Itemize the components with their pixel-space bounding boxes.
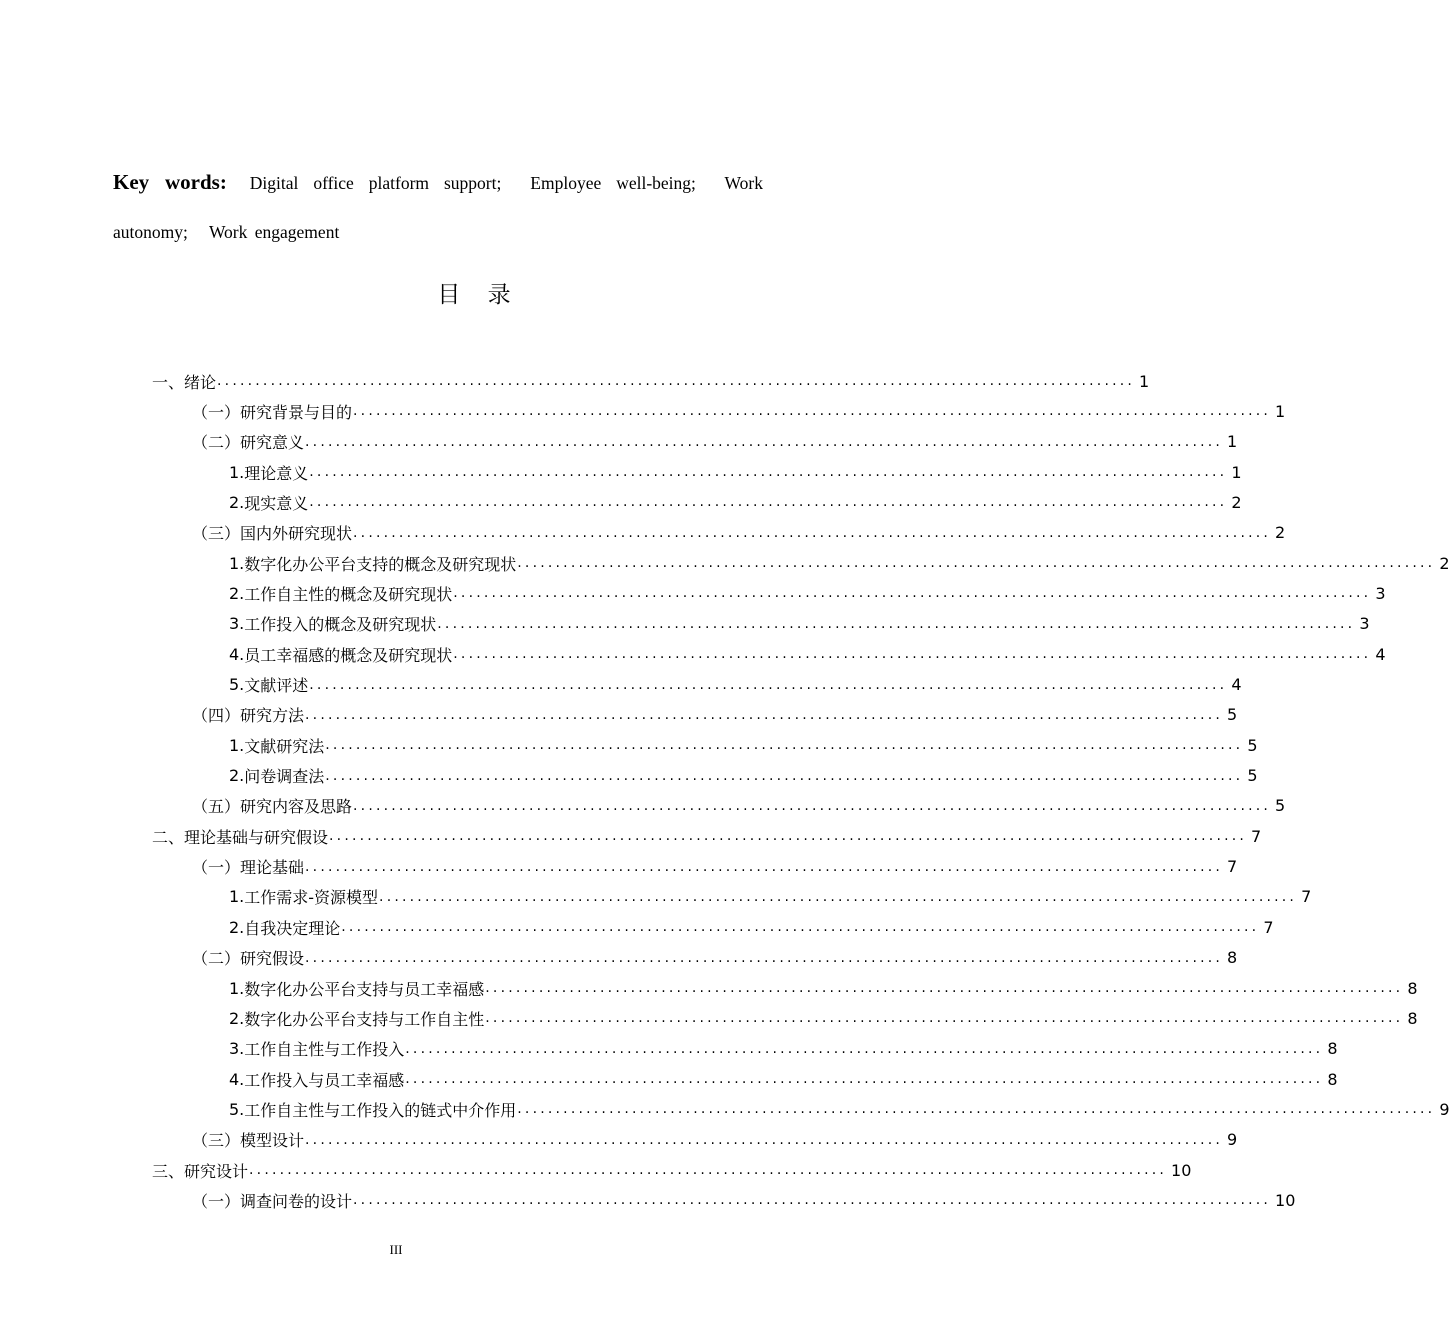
keyword-separator: ; bbox=[496, 172, 502, 193]
toc-entry-page: 5 bbox=[1247, 766, 1258, 786]
toc-entry[interactable] bbox=[229, 670, 1242, 700]
toc-dot-leader: ........................................................................................................................ bbox=[353, 797, 1272, 814]
toc-entry-page: 8 bbox=[1327, 1069, 1338, 1089]
toc-dot-leader: ........................................................................................................................ bbox=[453, 585, 1372, 602]
toc-dot-leader: ........................................................................................................................ bbox=[517, 555, 1436, 572]
toc-entry-page: 4 bbox=[1231, 675, 1242, 694]
toc-dot-leader: ........................................................................................................................ bbox=[517, 1101, 1436, 1118]
toc-entry-page: 5 bbox=[1227, 705, 1238, 725]
toc-dot-leader: ........................................................................................................................ bbox=[437, 615, 1356, 632]
toc-entry-page: 7 bbox=[1301, 887, 1312, 907]
toc-entry-title: （一）理论基础 bbox=[192, 858, 305, 878]
toc-entry[interactable] bbox=[229, 457, 1242, 487]
toc-dot-leader: ........................................................................................................................ bbox=[353, 524, 1272, 541]
toc-entry[interactable] bbox=[229, 1034, 1338, 1064]
toc-entry-number: 2. bbox=[229, 766, 245, 786]
toc-dot-leader: ........................................................................................................................ bbox=[405, 1040, 1324, 1057]
toc-entry-page: 2 bbox=[1439, 553, 1450, 573]
toc-entry-title: 自我决定理论 bbox=[244, 918, 341, 938]
toc-entry[interactable] bbox=[152, 1155, 1192, 1185]
toc-entry-page: 8 bbox=[1327, 1039, 1338, 1059]
toc-entry-page: 1 bbox=[1139, 371, 1150, 391]
toc-dot-leader: ........................................................................................................................ bbox=[325, 767, 1244, 784]
toc-entry-number: 5. bbox=[229, 675, 245, 694]
toc-entry-page: 9 bbox=[1227, 1130, 1238, 1150]
toc-entry[interactable] bbox=[229, 882, 1312, 912]
toc-entry[interactable] bbox=[192, 852, 1238, 882]
toc-entry[interactable] bbox=[192, 943, 1238, 973]
toc-entry-page: 1 bbox=[1227, 432, 1238, 452]
toc-entry-page: 3 bbox=[1375, 583, 1386, 603]
toc-entry[interactable] bbox=[229, 761, 1258, 791]
toc-entry[interactable] bbox=[229, 487, 1242, 517]
toc-entry-number: 4. bbox=[229, 644, 245, 664]
keyword-separator: ; bbox=[691, 172, 696, 193]
toc-entry[interactable] bbox=[192, 1185, 1296, 1215]
toc-entry-page: 2 bbox=[1275, 523, 1286, 543]
toc-entry-title: 数字化办公平台支持与工作自主性 bbox=[244, 1009, 485, 1029]
toc-entry-title: （二）研究假设 bbox=[192, 949, 305, 969]
toc-dot-leader: ........................................................................................................................ bbox=[485, 1010, 1404, 1027]
toc-dot-leader: ........................................................................................................................ bbox=[217, 373, 1136, 389]
toc-entry-title: 二、理论基础与研究假设 bbox=[152, 827, 329, 847]
toc-dot-leader: ........................................................................................................................ bbox=[309, 494, 1228, 511]
toc-entry[interactable] bbox=[229, 639, 1386, 669]
toc-entry-title: （一）研究背景与目的 bbox=[192, 402, 353, 422]
toc-entry-number: 4. bbox=[229, 1069, 245, 1089]
toc-entry-title: 数字化办公平台支持与员工幸福感 bbox=[244, 979, 485, 999]
toc-entry-title: 一、绪论 bbox=[152, 372, 217, 392]
toc-entry-title: 工作自主性与工作投入的链式中介作用 bbox=[244, 1100, 517, 1120]
toc-dot-leader: ........................................................................................................................ bbox=[305, 706, 1224, 723]
page-number: III bbox=[389, 1242, 403, 1257]
toc-entry[interactable] bbox=[229, 912, 1274, 942]
toc-entry-number: 1. bbox=[229, 462, 245, 482]
toc-entry[interactable] bbox=[229, 548, 1450, 578]
toc-entry-title: （三）国内外研究现状 bbox=[192, 524, 353, 544]
toc-entry[interactable] bbox=[229, 730, 1258, 760]
keyword-item: Digital office platform support bbox=[249, 172, 497, 193]
toc-entry-number: 2. bbox=[229, 1008, 245, 1028]
toc-entry[interactable] bbox=[229, 1094, 1450, 1124]
toc-entry-title: 问卷调查法 bbox=[244, 767, 325, 787]
toc-entry-page: 2 bbox=[1231, 492, 1242, 512]
toc-dot-leader: ........................................................................................................................ bbox=[453, 646, 1372, 663]
toc-entry-title: 工作自主性与工作投入 bbox=[244, 1040, 405, 1060]
toc-dot-leader: ........................................................................................................................ bbox=[353, 1192, 1272, 1209]
toc-entry-number: 5. bbox=[229, 1099, 245, 1119]
toc-entry-page: 4 bbox=[1375, 644, 1386, 664]
toc-entry[interactable] bbox=[229, 578, 1386, 608]
toc-entry-title: 三、研究设计 bbox=[152, 1161, 249, 1181]
toc-dot-leader: ........................................................................................................................ bbox=[325, 737, 1244, 754]
toc-entry-page: 5 bbox=[1247, 735, 1258, 755]
toc-entry-title: 理论意义 bbox=[244, 463, 309, 483]
toc-entry-number: 2. bbox=[229, 583, 245, 603]
toc-entry-page: 8 bbox=[1227, 948, 1238, 968]
toc-entry-number: 1. bbox=[229, 887, 245, 907]
toc-entry-number: 1. bbox=[229, 553, 245, 573]
keyword-item: Employee well-being bbox=[530, 172, 692, 193]
keywords-paragraph bbox=[113, 158, 763, 257]
toc-entry[interactable] bbox=[192, 791, 1286, 821]
toc-title: 目 录 bbox=[437, 282, 521, 308]
toc-entry[interactable] bbox=[229, 1003, 1418, 1033]
toc-entry-title: （五）研究内容及思路 bbox=[192, 797, 353, 817]
toc-entry[interactable] bbox=[229, 1064, 1338, 1094]
toc-entry-title: 工作需求-资源模型 bbox=[244, 888, 379, 908]
toc-entry-title: 文献研究法 bbox=[244, 736, 325, 756]
toc-entry-number: 1. bbox=[229, 735, 245, 755]
toc-entry-number: 2. bbox=[229, 917, 245, 937]
keyword-item: Work autonomy bbox=[113, 172, 763, 242]
toc-entry[interactable] bbox=[192, 427, 1238, 457]
toc-entry[interactable] bbox=[152, 821, 1262, 851]
toc-entry-page: 10 bbox=[1171, 1160, 1192, 1180]
toc-entry[interactable] bbox=[229, 973, 1418, 1003]
toc-entry-page: 7 bbox=[1227, 857, 1238, 877]
toc-entry-page: 7 bbox=[1251, 826, 1262, 846]
toc-dot-leader: ........................................................................................................................ bbox=[329, 828, 1248, 845]
keyword-item: Work engagement bbox=[208, 221, 340, 242]
toc-entry[interactable] bbox=[192, 1125, 1238, 1155]
toc-dot-leader: ........................................................................................................................ bbox=[305, 1131, 1224, 1148]
toc-entry-page: 9 bbox=[1439, 1099, 1450, 1119]
toc-entry-page: 8 bbox=[1407, 978, 1418, 998]
keyword-separator: ; bbox=[183, 221, 188, 242]
toc-entry-title: 数字化办公平台支持的概念及研究现状 bbox=[244, 554, 517, 574]
toc-entry-title: 文献评述 bbox=[244, 676, 309, 695]
toc-entry[interactable] bbox=[192, 700, 1238, 730]
toc-dot-leader: ........................................................................................................................ bbox=[305, 433, 1224, 450]
toc-entry[interactable] bbox=[152, 366, 1150, 396]
toc-dot-leader: ........................................................................................................................ bbox=[305, 858, 1224, 875]
toc-entry-page: 5 bbox=[1275, 796, 1286, 816]
toc-entry-title: 工作投入的概念及研究现状 bbox=[244, 615, 437, 635]
toc-entry-page: 1 bbox=[1231, 462, 1242, 482]
toc-entry-title: （一）调查问卷的设计 bbox=[192, 1191, 353, 1211]
toc-dot-leader: ........................................................................................................................ bbox=[249, 1162, 1168, 1179]
toc-entry-title: 工作自主性的概念及研究现状 bbox=[244, 584, 453, 604]
toc-entry-page: 1 bbox=[1275, 401, 1286, 421]
toc-entry-page: 7 bbox=[1263, 917, 1274, 937]
toc-entry-title: （三）模型设计 bbox=[192, 1131, 305, 1151]
toc-dot-leader: ........................................................................................................................ bbox=[379, 888, 1298, 905]
toc-entry-page: 8 bbox=[1407, 1008, 1418, 1028]
toc-dot-leader: ........................................................................................................................ bbox=[341, 919, 1260, 936]
toc-entry-title: 员工幸福感的概念及研究现状 bbox=[244, 645, 453, 665]
toc-dot-leader: ........................................................................................................................ bbox=[353, 403, 1272, 420]
toc-entry-page: 10 bbox=[1275, 1190, 1296, 1210]
toc-dot-leader: ........................................................................................................................ bbox=[405, 1071, 1324, 1088]
toc-dot-leader: ........................................................................................................................ bbox=[485, 980, 1404, 996]
toc-entry[interactable] bbox=[192, 396, 1286, 426]
toc-entry-number: 3. bbox=[229, 1039, 245, 1059]
toc-entry-title: 现实意义 bbox=[244, 493, 309, 513]
toc-dot-leader: ........................................................................................................................ bbox=[305, 949, 1224, 966]
toc-entry-number: 3. bbox=[229, 614, 245, 634]
toc-dot-leader: ........................................................................................................................ bbox=[309, 464, 1228, 481]
toc-entry-title: （二）研究意义 bbox=[192, 433, 305, 453]
toc-entry-page: 3 bbox=[1359, 614, 1370, 634]
toc-entry-number: 1. bbox=[229, 978, 245, 998]
toc-entry-title: （四）研究方法 bbox=[192, 706, 305, 726]
toc-entry-title: 工作投入与员工幸福感 bbox=[244, 1070, 405, 1090]
toc-entry-number: 2. bbox=[229, 492, 245, 512]
toc-entry[interactable] bbox=[229, 609, 1370, 639]
toc-entry[interactable] bbox=[192, 518, 1286, 548]
keywords-label: Key words: bbox=[113, 169, 227, 194]
toc-dot-leader: ........................................................................................................................ bbox=[309, 676, 1228, 693]
